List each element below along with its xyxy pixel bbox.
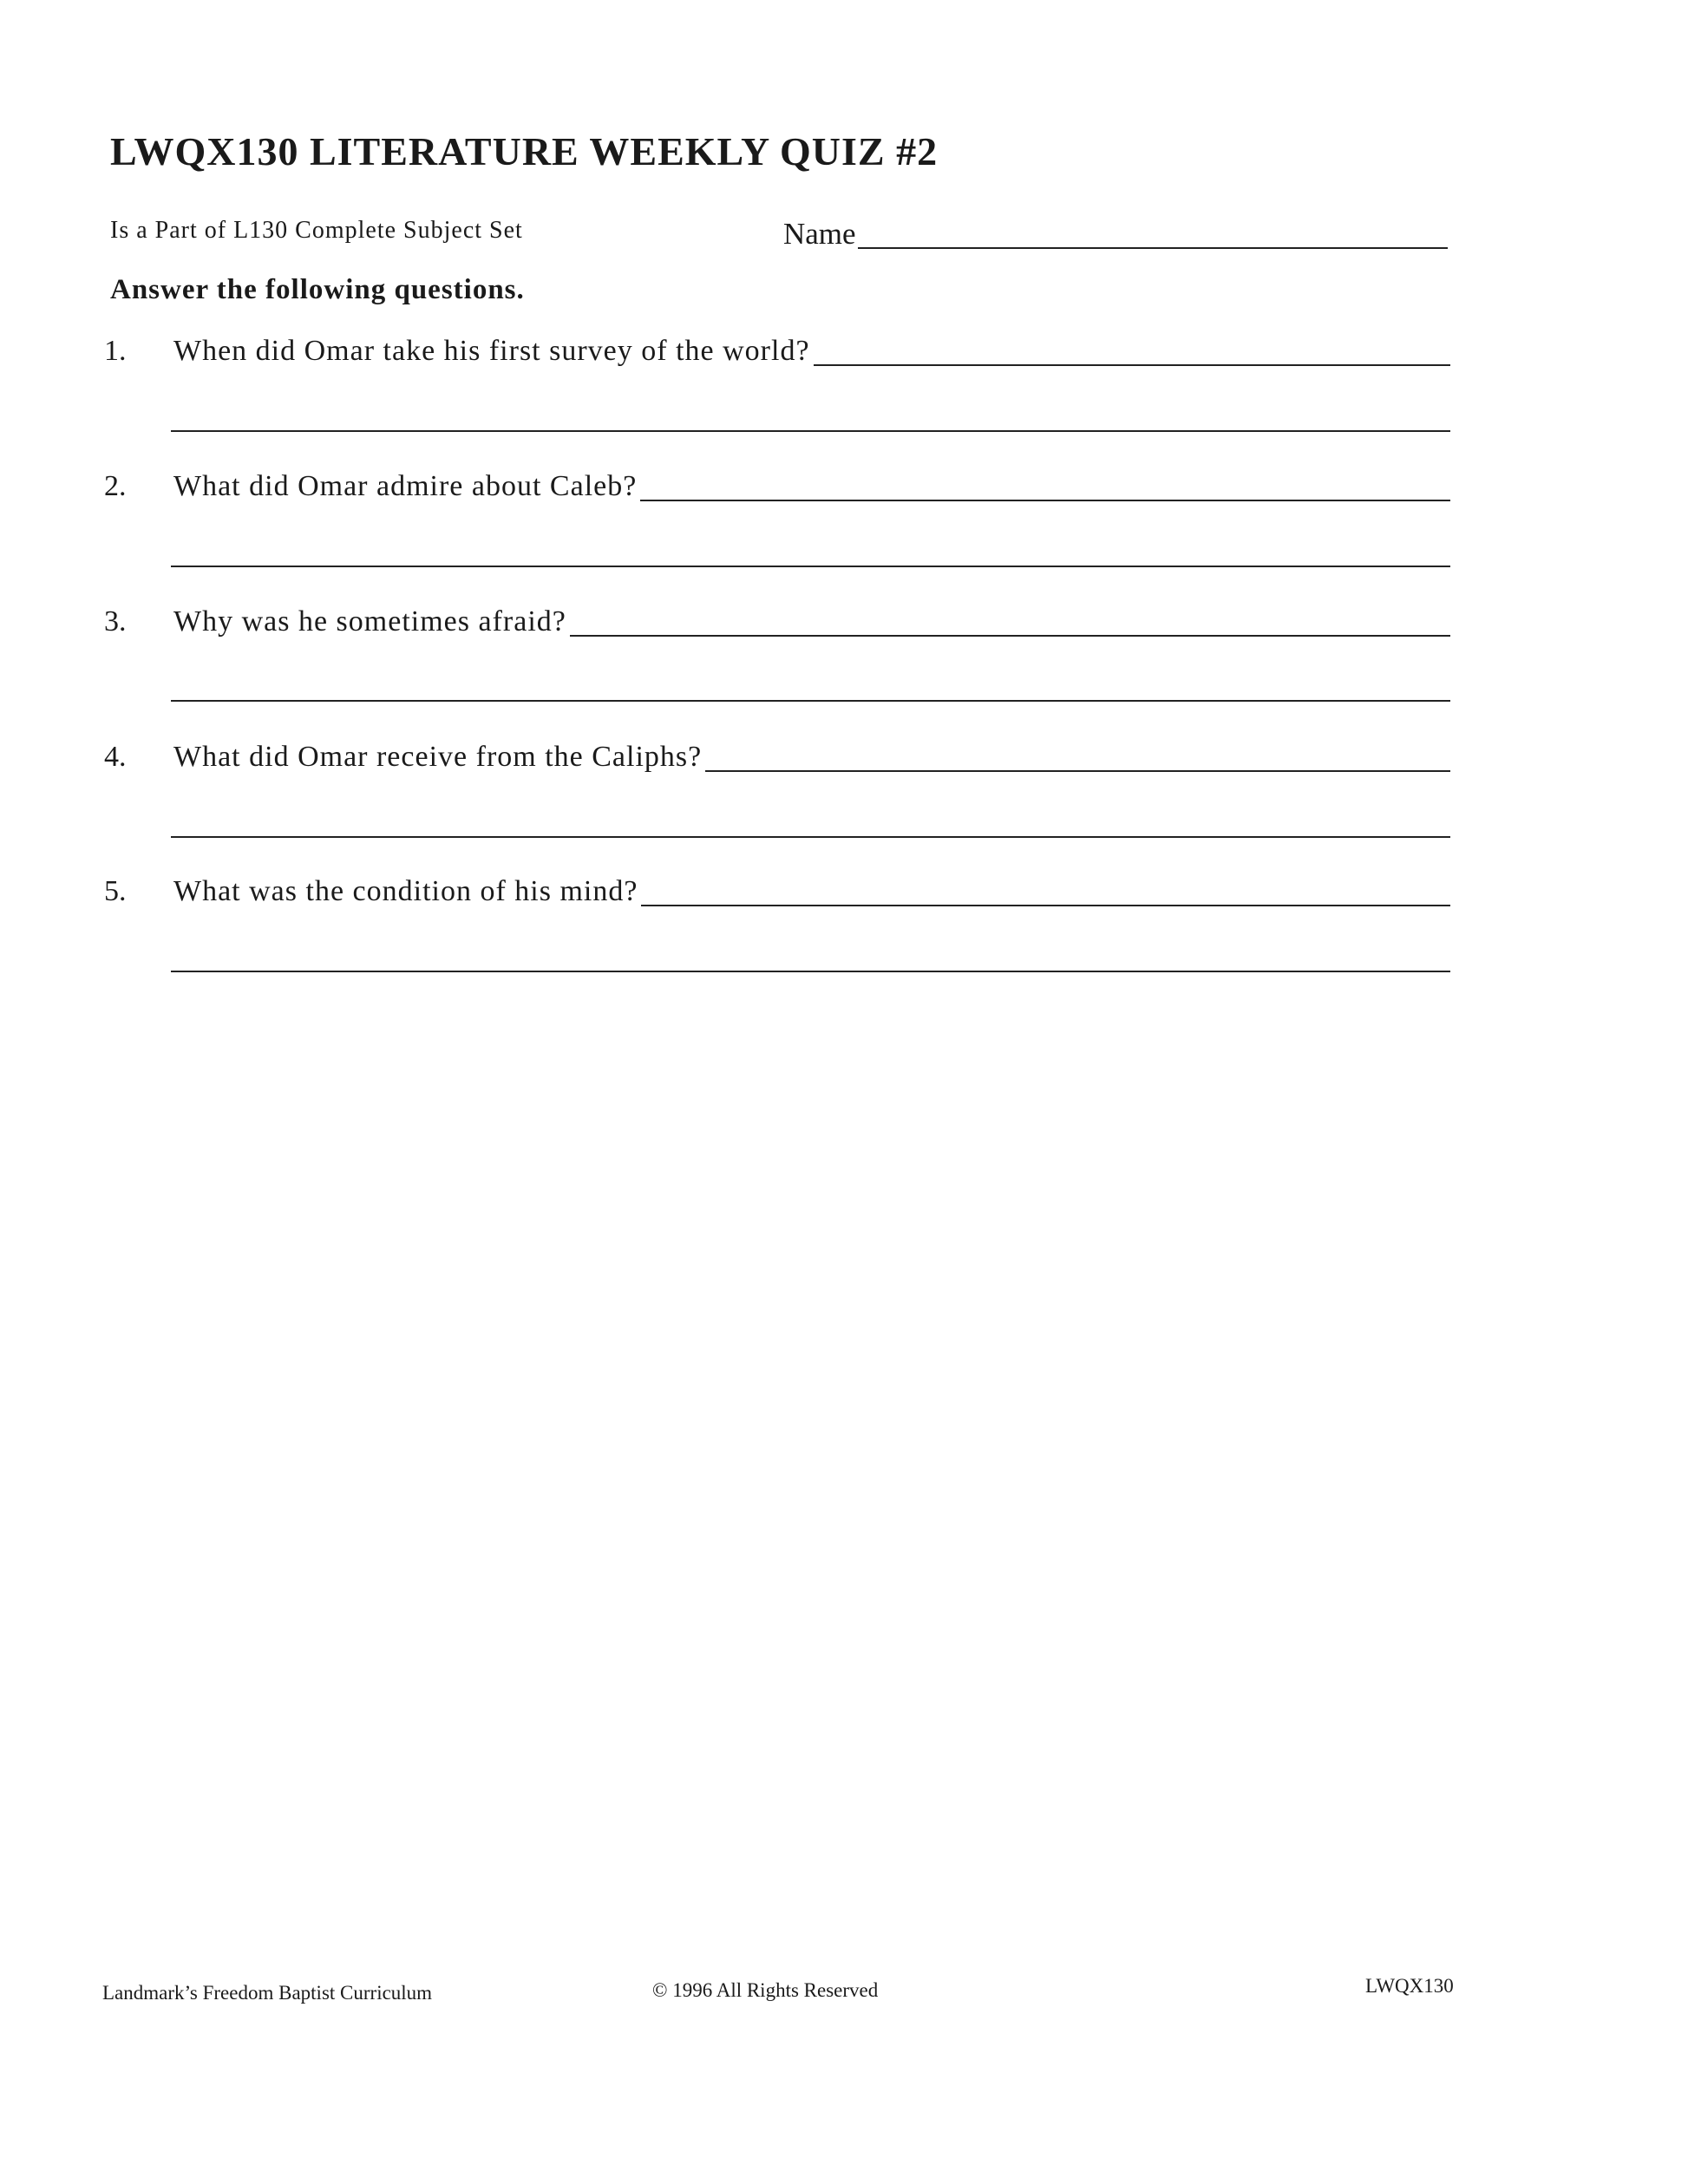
subject-set-note: Is a Part of L130 Complete Subject Set (110, 217, 523, 244)
question-4 (104, 730, 1450, 772)
answer-line[interactable] (171, 430, 1450, 432)
question-text: What did Omar admire about Caleb? (173, 470, 638, 502)
name-label: Name (783, 217, 856, 251)
question-text: What was the condition of his mind? (173, 875, 638, 907)
footer-code: LWQX130 (1365, 1975, 1454, 1997)
question-text: When did Omar take his first survey of the world? (173, 335, 810, 367)
question-number: 2. (104, 470, 127, 502)
answer-line-inline[interactable] (814, 330, 1450, 366)
answer-line-inline[interactable] (570, 600, 1450, 637)
question-3 (104, 595, 1450, 637)
footer-copyright: © 1996 All Rights Reserved (652, 1979, 879, 2001)
question-1 (104, 324, 1450, 366)
name-answer-line[interactable] (858, 216, 1448, 249)
answer-line-inline[interactable] (705, 736, 1450, 772)
question-number: 3. (104, 605, 127, 638)
answer-line-inline[interactable] (641, 870, 1450, 906)
question-5 (104, 865, 1450, 906)
answer-line[interactable] (171, 700, 1450, 702)
answer-line[interactable] (171, 971, 1450, 972)
answer-line[interactable] (171, 836, 1450, 838)
question-number: 5. (104, 875, 127, 907)
answer-line-inline[interactable] (640, 465, 1450, 501)
question-number: 1. (104, 335, 127, 367)
name-field[interactable] (783, 211, 1448, 249)
question-2 (104, 460, 1450, 501)
instructions: Answer the following questions. (110, 274, 525, 305)
question-text: What did Omar receive from the Caliphs? (173, 741, 703, 773)
page-title: LWQX130 LITERATURE WEEKLY QUIZ #2 (110, 129, 939, 173)
question-text: Why was he sometimes afraid? (173, 605, 566, 638)
answer-line[interactable] (171, 566, 1450, 567)
question-number: 4. (104, 741, 127, 773)
footer-publisher: Landmark’s Freedom Baptist Curriculum (102, 1982, 433, 2004)
